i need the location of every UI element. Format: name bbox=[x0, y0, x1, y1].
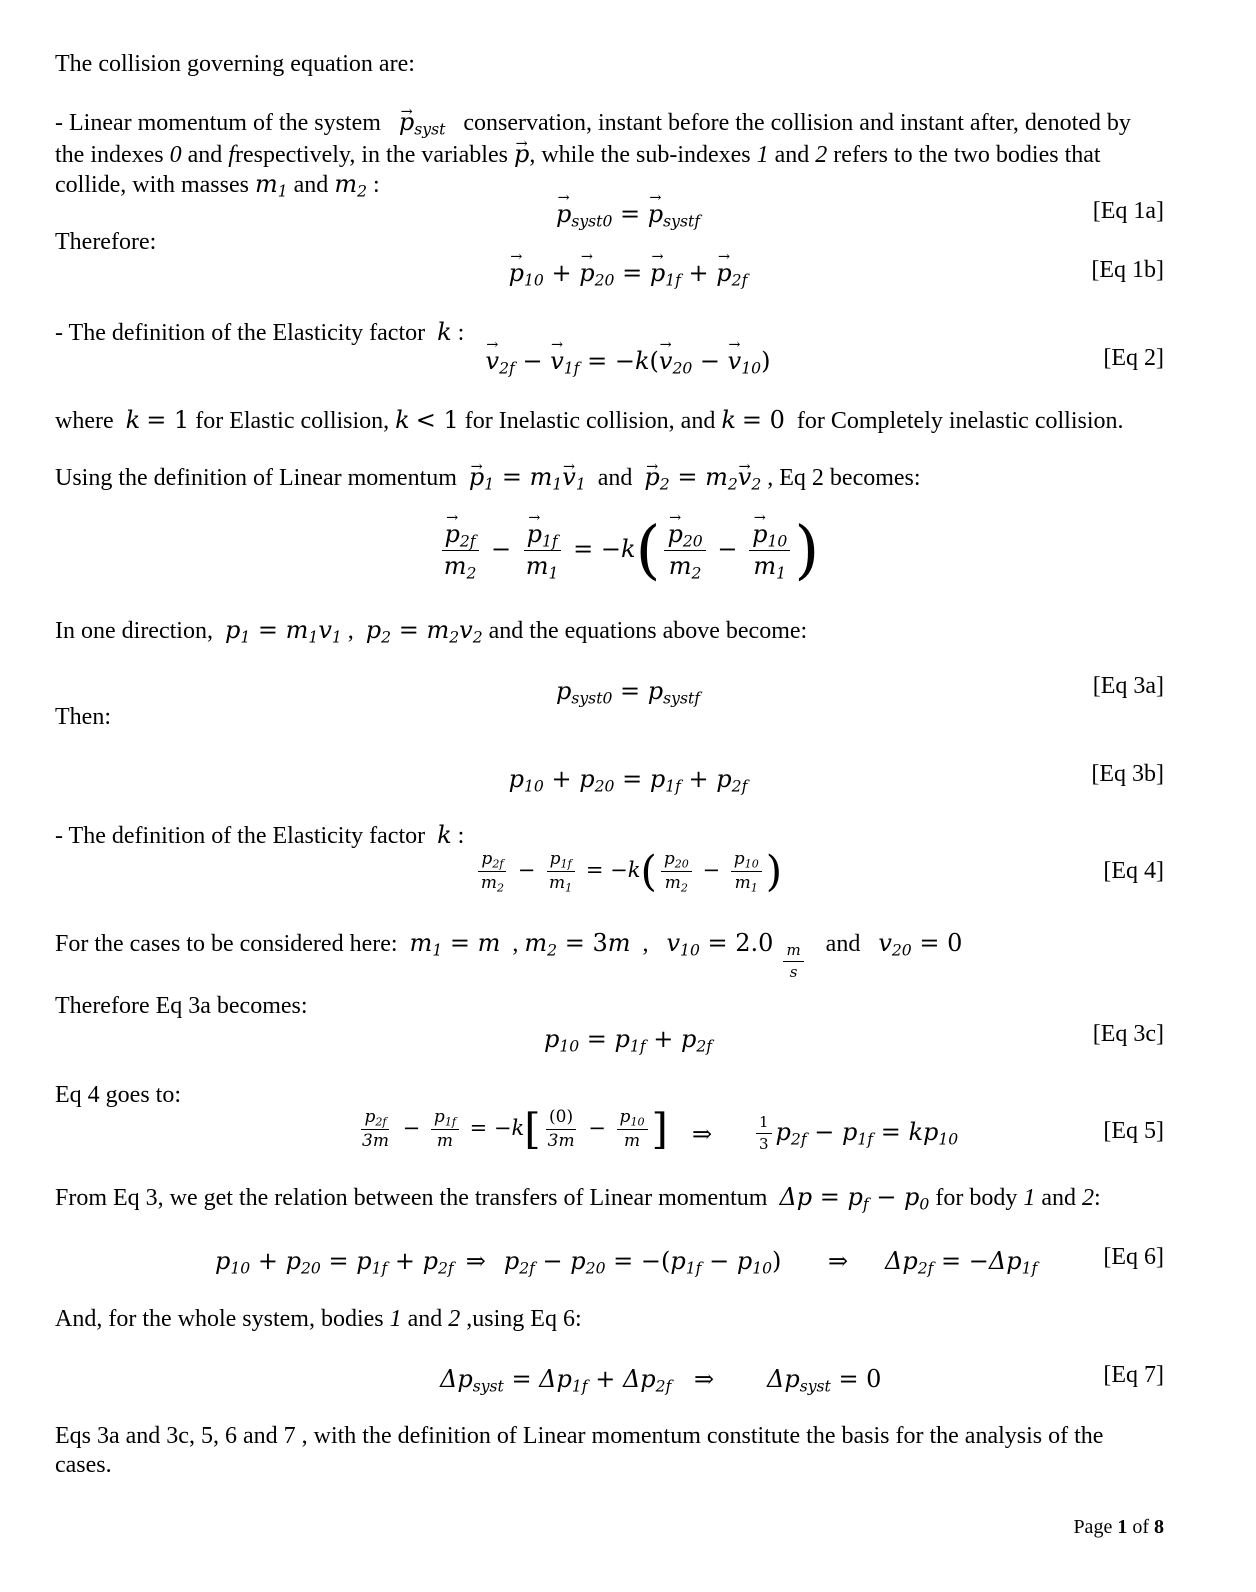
using-line: Using the definition of Linear momentum → $p_1 = m_1\to v_1$ and → $p_2 = m_2\to v_2$ , Eq 2 becomes: bbox=[55, 462, 921, 493]
conclusion-line-1: Eqs 3a and 3c, 5, 6 and 7 , with the definition of Linear momentum constitute the basis for the analysis of the bbox=[55, 1423, 1104, 1449]
one-direction-line: In one direction, $p_1 = m_1v_1$ , $p_2 = m_2v_2$ and the equations above become: bbox=[55, 616, 808, 647]
equation-7-left: $\Delta p_{syst} = \Delta p_{1f} + \Delta p_{2f}$ bbox=[440, 1365, 672, 1396]
index-2: 2 bbox=[815, 142, 828, 168]
equation-6: $p_{10} + p_{20} = p_{1f} + p_{2f}$ ⇒ $p_{2f} - p_{20} = -(p_{1f} - p_{10})$ bbox=[215, 1247, 782, 1278]
eq-tag-3b: [Eq 3b] bbox=[1091, 761, 1164, 787]
eq4-goes-label: Eq 4 goes to: bbox=[55, 1082, 181, 1108]
whole-system-a: And, for the whole system, bodies bbox=[55, 1306, 384, 1332]
p-vector-symbol: → p bbox=[514, 140, 529, 168]
item2-label bbox=[55, 317, 464, 348]
equation-1a: → $p_{syst0}$ = → $p_{systf}$ bbox=[0, 200, 1256, 229]
item1-line2-b: and bbox=[187, 142, 223, 168]
where-line: where k = 1 for Elastic collision, k < 1 for Inelastic collision, and k = 0 for Completely inelastic collision. bbox=[55, 406, 1124, 434]
one-direction-b: and the equations above become: bbox=[488, 618, 808, 644]
whole-system-index-2: 2 bbox=[448, 1306, 461, 1332]
equation-3a: $p_{syst0} = p_{systf}$ bbox=[556, 677, 700, 708]
cases-line: For the cases to be considered here: $m_1 = m$ , $m_2 = 3m$ , $v_{10} = 2.0$ $\frac{m}{s}$ and $v_{20} = 0$ bbox=[55, 929, 963, 981]
from-eq3-line: From Eq 3, we get the relation between the transfers of Linear momentum $\Delta p = p_f - p_0$ for body 1 and 2: bbox=[55, 1183, 1101, 1214]
eq-tag-2: [Eq 2] bbox=[1103, 345, 1164, 371]
equation-1b: → $p_{10}$ + → $p_{20}$ = → $p_{1f}$ + → $p_{2f}$ bbox=[0, 259, 1256, 288]
item1-line3 bbox=[55, 169, 380, 200]
conclusion-line-2: cases. bbox=[55, 1452, 112, 1478]
equation-5-right: $\frac{1}{3}$ $p_{2f} - p_{1f} = kp_{10}$ bbox=[752, 1114, 958, 1152]
from-eq3-b: for body bbox=[935, 1185, 1018, 1211]
where-a: where bbox=[55, 408, 114, 434]
page-number bbox=[1073, 1516, 1164, 1539]
using-c: , Eq 2 becomes: bbox=[767, 465, 921, 491]
cases-b: and bbox=[825, 931, 861, 957]
equation-5-left: $\frac{p_{2f}}{3m}$ − $\frac{p_{1f}}{m}$ = −k[ $\frac{(0)}{3m}$ − $\frac{p_{10}}{m}$ ] bbox=[362, 1104, 668, 1154]
from-eq3-index-1: 1 bbox=[1023, 1185, 1036, 1211]
whole-system-b: and bbox=[407, 1306, 443, 1332]
item2-label-text: - The definition of the Elasticity factor bbox=[55, 320, 426, 346]
equation-7-right: $\Delta p_{syst} = 0$ bbox=[767, 1365, 882, 1396]
from-eq3-a: From Eq 3, we get the relation between the transfers of Linear momentum bbox=[55, 1185, 768, 1211]
equation-4: $\frac{p_{2f}}{m_2}$ − $\frac{p_{1f}}{m_1}$ = −k( $\frac{p_{20}}{m_2}$ − $\frac{p_{10}}{m_1}$ ) bbox=[0, 850, 1256, 892]
item3-label-text: - The definition of the Elasticity factor bbox=[55, 823, 426, 849]
m1-symbol: $m_1$ bbox=[254, 170, 288, 201]
from-eq3-d: : bbox=[1093, 1185, 1101, 1211]
eq-tag-3c: [Eq 3c] bbox=[1092, 1021, 1164, 1047]
page-of: of bbox=[1132, 1516, 1149, 1538]
item1-line2 bbox=[55, 139, 1101, 170]
item1-line2-c: respectively, in the variables bbox=[234, 142, 508, 168]
therefore-label: Therefore: bbox=[55, 229, 157, 255]
index-1: 1 bbox=[756, 142, 769, 168]
therefore-eq3a-label: Therefore Eq 3a becomes: bbox=[55, 993, 308, 1019]
then-label: Then: bbox=[55, 704, 111, 730]
eq-tag-1a: [Eq 1a] bbox=[1092, 198, 1164, 224]
implies-arrow-eq6: ⇒ bbox=[828, 1247, 849, 1275]
item3-colon: : bbox=[457, 823, 465, 849]
from-eq3-c: and bbox=[1041, 1185, 1076, 1211]
equation-3c: $p_{10} = p_{1f} + p_{2f}$ bbox=[543, 1025, 713, 1056]
item3-label bbox=[55, 820, 464, 851]
k-symbol-2: k bbox=[437, 821, 452, 849]
item1-line3-a: collide, with masses bbox=[55, 172, 249, 198]
equation-2: → $v_{2f}$ − → $v_{1f} = -k(\to v_{20}$ − → $v_{10}$) bbox=[0, 347, 1256, 376]
eq-tag-4: [Eq 4] bbox=[1103, 858, 1164, 884]
index-0: 0 bbox=[169, 142, 182, 168]
page-label: Page bbox=[1073, 1516, 1113, 1538]
whole-system-index-1: 1 bbox=[389, 1306, 402, 1332]
item2-colon: : bbox=[457, 320, 465, 346]
k-symbol: k bbox=[437, 318, 452, 346]
eq-tag-6: [Eq 6] bbox=[1103, 1244, 1164, 1270]
whole-system-line bbox=[55, 1304, 582, 1334]
from-eq3-index-2: 2 bbox=[1081, 1185, 1094, 1211]
item1-line1-b: conservation, instant before the collision and instant after, denoted by bbox=[463, 110, 1131, 136]
whole-system-c: ,using Eq 6: bbox=[466, 1306, 582, 1332]
equation-2-momentum: → $\frac{p_{2f}}{m_2}$ − → $\frac{p_{1f}}{m_1}$ = −k( → $\frac{p_{20}}{m_2}$ − → $\frac{p_{10}}{m_1}$ ) bbox=[0, 518, 1256, 582]
where-c: for Inelastic collision, and bbox=[464, 408, 716, 434]
item1-line2-d: , while the sub-indexes bbox=[529, 142, 751, 168]
using-b: and bbox=[597, 465, 633, 491]
item1-line2-e: and bbox=[774, 142, 810, 168]
item1-line3-b: and bbox=[293, 172, 329, 198]
item1-line3-c: : bbox=[373, 172, 380, 198]
index-f: f bbox=[228, 142, 235, 168]
item1-line1 bbox=[55, 107, 1131, 138]
p-syst-symbol: → $p_{syst}$ bbox=[399, 108, 445, 136]
page-total: 8 bbox=[1154, 1516, 1164, 1538]
item1-line2-f: refers to the two bodies that bbox=[833, 142, 1101, 168]
equation-3b: $p_{10} + p_{20} = p_{1f} + p_{2f}$ bbox=[508, 765, 748, 796]
eq-tag-1b: [Eq 1b] bbox=[1091, 257, 1164, 283]
eq-tag-7: [Eq 7] bbox=[1103, 1362, 1164, 1388]
item1-line2-a: the indexes bbox=[55, 142, 164, 168]
m2-symbol: $m_2$ bbox=[334, 170, 367, 201]
implies-arrow-eq5: ⇒ bbox=[692, 1120, 713, 1148]
intro-text: The collision governing equation are: bbox=[55, 51, 415, 77]
cases-a: For the cases to be considered here: bbox=[55, 931, 398, 957]
page-current: 1 bbox=[1117, 1516, 1128, 1538]
equation-6-right: $\Delta p_{2f} = -\Delta p_{1f}$ bbox=[885, 1247, 1038, 1278]
implies-arrow-eq7: ⇒ bbox=[694, 1365, 715, 1393]
using-a: Using the definition of Linear momentum bbox=[55, 465, 457, 491]
eq-tag-5: [Eq 5] bbox=[1103, 1118, 1164, 1144]
one-direction-a: In one direction, bbox=[55, 618, 213, 644]
item1-line1-a: - Linear momentum of the system bbox=[55, 110, 381, 136]
eq-tag-3a: [Eq 3a] bbox=[1092, 673, 1164, 699]
where-b: for Elastic collision, bbox=[195, 408, 390, 434]
where-d: for Completely inelastic collision. bbox=[796, 408, 1124, 434]
